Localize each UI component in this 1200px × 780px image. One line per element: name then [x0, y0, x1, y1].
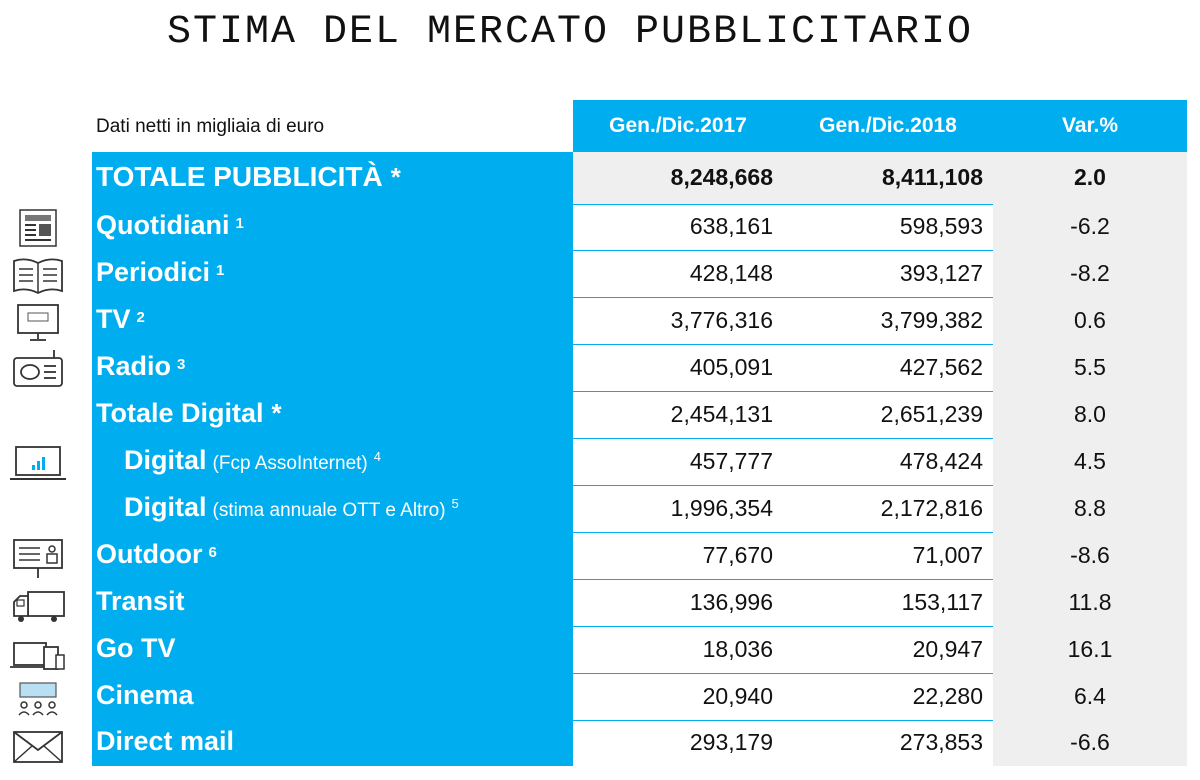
row-label [96, 726, 234, 757]
footnote-marker: 1 [216, 261, 225, 279]
row-label-text: Cinema [96, 679, 194, 710]
column-header-2018: Gen./Dic.2018 [819, 114, 957, 137]
value-2018: 273,853 [899, 729, 983, 755]
footnote-marker: 3 [177, 355, 186, 373]
footnote-marker: 5 [451, 495, 459, 511]
row-label-text: Totale Digital [96, 397, 264, 428]
row-label [96, 161, 401, 193]
row-label [96, 633, 176, 664]
value-var: 11.8 [1068, 588, 1112, 615]
row-label [124, 445, 381, 476]
row-label [96, 257, 224, 288]
row-label [96, 680, 194, 711]
row-separator [573, 485, 993, 486]
value-var: -8.2 [1070, 259, 1110, 286]
cinema-icon [10, 679, 66, 723]
value-2018: 153,117 [901, 588, 983, 615]
row-separator [573, 673, 993, 674]
value-2017: 8,248,668 [670, 164, 773, 190]
footnote-marker: 2 [136, 308, 145, 326]
value-2018: 478,424 [899, 447, 983, 474]
value-2018: 427,562 [899, 353, 983, 380]
laptop-icon [10, 441, 66, 485]
row-separator [573, 626, 993, 627]
value-var: 8.8 [1074, 494, 1106, 521]
truck-icon [10, 584, 66, 628]
value-2018: 2,172,816 [880, 494, 983, 521]
row-separator [573, 344, 993, 345]
value-2017: 20,940 [702, 682, 773, 709]
value-2018: 3,799,382 [880, 306, 983, 333]
row-separator [573, 532, 993, 533]
row-label-text: Quotidiani [96, 210, 230, 240]
row-separator [573, 204, 993, 205]
value-2017: 457,777 [689, 447, 773, 474]
row-label [96, 351, 185, 382]
value-var: -6.6 [1070, 729, 1110, 755]
row-label [96, 539, 217, 570]
value-var: -8.6 [1070, 541, 1110, 568]
devices-icon [10, 631, 66, 675]
row-label-text: TV [96, 303, 131, 334]
row-separator [573, 297, 993, 298]
value-2017: 18,036 [702, 635, 773, 662]
column-header-2017: Gen./Dic.2017 [609, 114, 747, 137]
value-2017: 77,670 [702, 541, 773, 568]
row-label [96, 210, 244, 241]
value-2018: 2,651,239 [880, 400, 983, 427]
value-2018: 8,411,108 [881, 164, 983, 190]
value-2017: 2,454,131 [670, 400, 773, 427]
row-label-text: Periodici [96, 256, 211, 287]
table-subtitle: Dati netti in migliaia di euro [96, 116, 325, 137]
billboard-icon [10, 536, 66, 580]
value-2017: 638,161 [689, 213, 773, 239]
row-label-text: TOTALE PUBBLICITÀ [96, 161, 383, 192]
row-label-text: Transit [96, 585, 185, 616]
value-2018: 71,007 [912, 541, 983, 568]
page-title: STIMA DEL MERCATO PUBBLICITARIO [166, 10, 974, 55]
value-2018: 22,280 [912, 682, 983, 709]
row-label-text: Go TV [96, 632, 176, 663]
value-2017: 428,148 [689, 259, 773, 286]
footnote-marker: 4 [373, 448, 381, 464]
value-var: 8.0 [1074, 400, 1106, 427]
row-label-text: Digital [124, 491, 207, 522]
row-label-text: Outdoor [96, 538, 203, 569]
row-label-detail: (Fcp AssoInternet) $^4$ [212, 448, 381, 474]
row-label-text: Direct mail [96, 726, 235, 756]
footnote-marker: * [271, 397, 282, 428]
value-2018: 393,127 [899, 259, 983, 286]
value-var: 4.5 [1074, 447, 1106, 474]
row-label-text: Radio [96, 350, 172, 381]
value-2017: 293,179 [689, 729, 773, 755]
row-separator [573, 391, 993, 392]
value-var: 0.6 [1074, 306, 1106, 333]
value-2018: 598,593 [899, 213, 983, 239]
tv-icon [10, 301, 66, 345]
row-label-text: Digital [124, 444, 207, 475]
row-separator [573, 250, 993, 251]
value-2017: 405,091 [689, 353, 773, 380]
row-separator [573, 579, 993, 580]
row-label [96, 586, 185, 617]
value-2017: 3,776,316 [670, 306, 773, 333]
value-2018: 20,947 [912, 635, 983, 662]
footnote-marker: 6 [208, 543, 217, 561]
envelope-icon [10, 724, 66, 768]
footnote-marker: 1 [235, 215, 244, 232]
row-label [124, 492, 459, 523]
value-var: 5.5 [1074, 353, 1106, 380]
value-2017: 136,996 [689, 588, 773, 615]
value-var: 2.0 [1074, 164, 1106, 190]
radio-icon [10, 346, 66, 390]
value-var: 6.4 [1074, 682, 1106, 709]
row-label [96, 304, 145, 335]
footnote-marker: * [390, 162, 401, 192]
newspaper-icon [10, 206, 66, 250]
value-2017: 1,996,354 [670, 494, 773, 521]
row-separator [573, 720, 993, 721]
row-label [96, 398, 282, 429]
magazine-icon [10, 253, 66, 297]
value-var: -6.2 [1070, 213, 1110, 239]
column-header-var: Var.% [1061, 114, 1119, 137]
value-var: 16.1 [1067, 635, 1113, 662]
row-label-detail: (stima annuale OTT e Altro) $^5$ [212, 495, 459, 521]
row-separator [573, 438, 993, 439]
